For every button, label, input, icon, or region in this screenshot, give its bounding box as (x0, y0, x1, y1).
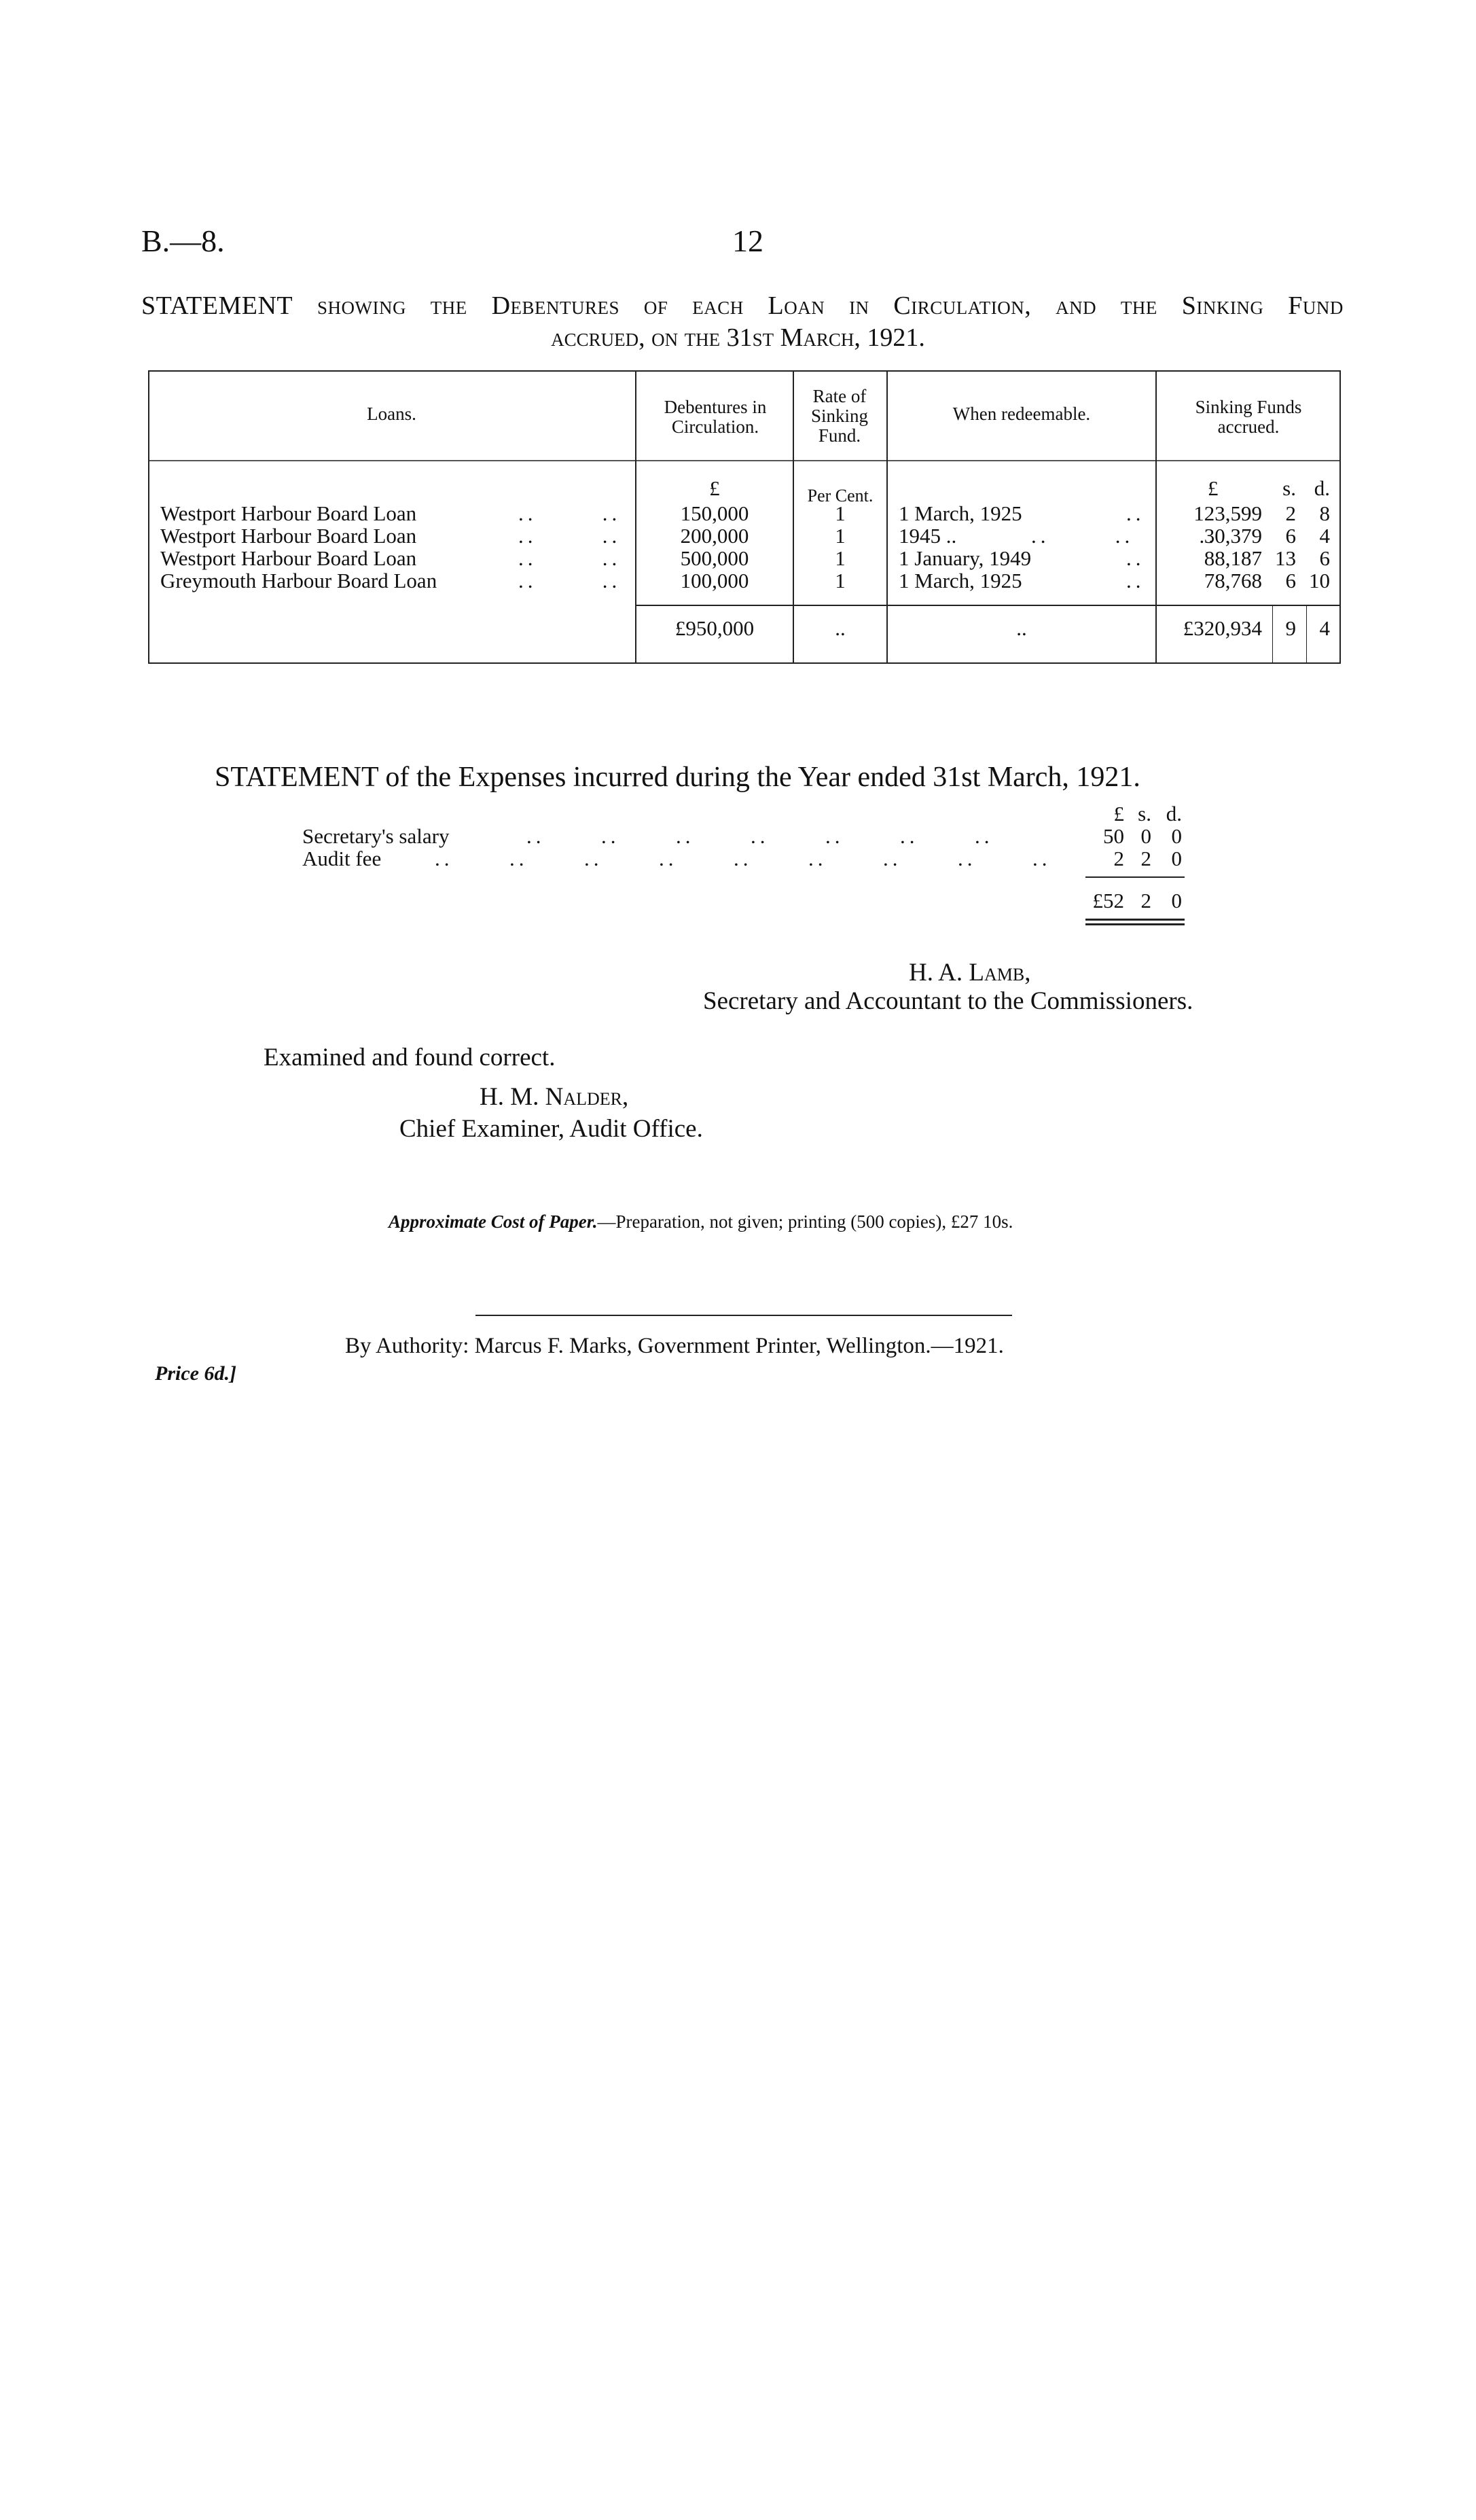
leader-dots: .. .. (518, 546, 622, 570)
secretary-name: H. A. Lamb, (909, 959, 1031, 987)
expenses-double-rule (1085, 923, 1185, 925)
expenses-total-pence: 0 (1171, 889, 1182, 912)
total-debentures: £950,000 (674, 616, 755, 640)
expense-shillings: 2 (1140, 847, 1151, 870)
leader-dots: .. .. .. .. .. .. .. .. .. (435, 847, 1051, 870)
cost-note (389, 1211, 1013, 1232)
unit-pence: d. (1314, 476, 1330, 500)
debentures-table (148, 370, 1341, 664)
title-word: Sinking (1181, 291, 1264, 320)
header-rate: Rate of Sinking Fund. (810, 386, 869, 446)
leader-dots: .. (1126, 569, 1145, 592)
expense-pence: 0 (1171, 847, 1182, 870)
cost-label: Approximate Cost of Paper. (389, 1211, 598, 1232)
redeemable-date: 1 March, 1925 (899, 501, 1022, 525)
header-loans: Loans. (367, 404, 416, 424)
expenses-title: STATEMENT of the Expenses incurred during the Year ended 31st March, 1921. (215, 762, 1140, 793)
redeemable-date: 1 March, 1925 (899, 569, 1022, 592)
title-word: Loan (768, 291, 825, 320)
document-reference: B.—8. (141, 224, 225, 258)
expense-pence: 0 (1171, 824, 1182, 848)
expenses-total-rule (1085, 876, 1185, 878)
debenture-amount: 500,000 (680, 546, 749, 570)
total-sinking-shillings: 9 (1285, 616, 1296, 640)
expenses-total-pounds: £52 (1092, 889, 1124, 912)
sinking-rate: 1 (835, 569, 846, 592)
sinking-pounds: 88,187 (1204, 546, 1262, 570)
loan-name: Westport Harbour Board Loan (160, 524, 417, 548)
debenture-amount: 150,000 (680, 501, 749, 525)
sinking-pence: 4 (1319, 524, 1330, 548)
debenture-amount: 200,000 (680, 524, 749, 548)
expense-label: Audit fee (302, 847, 382, 870)
unit-debentures: £ (709, 476, 720, 500)
sinking-pence: 6 (1319, 546, 1330, 570)
expense-label: Secretary's salary (302, 824, 450, 848)
secretary-title: Secretary and Accountant to the Commissioners. (703, 987, 1193, 1015)
printer-authority: By Authority: Marcus F. Marks, Government Printer, Wellington.—1921. (345, 1334, 1004, 1358)
sinking-pence: 10 (1309, 569, 1330, 592)
leader-dots: .. .. (518, 524, 622, 548)
examined-statement: Examined and found correct. (264, 1044, 556, 1071)
leader-dots: .. .. .. .. .. .. .. (526, 824, 994, 848)
cost-text: —Preparation, not given; printing (500 copies), £27 10s. (597, 1211, 1013, 1232)
title-word: the (1120, 291, 1157, 320)
sinking-pence: 8 (1319, 501, 1330, 525)
sinking-rate: 1 (835, 501, 846, 525)
loan-name: Greymouth Harbour Board Loan (160, 569, 437, 592)
loan-name: Westport Harbour Board Loan (160, 501, 417, 525)
total-redeemable: .. (1016, 616, 1027, 640)
expenses-double-rule (1085, 919, 1185, 921)
title-word: STATEMENT (141, 291, 293, 320)
sinking-rate: 1 (835, 524, 846, 548)
sinking-pounds: 123,599 (1193, 501, 1262, 525)
header-debentures: Debentures in Circulation. (664, 397, 767, 437)
expenses-unit-pounds: £ (1113, 802, 1124, 826)
redeemable-date: 1 January, 1949 (899, 546, 1032, 570)
debentures-title-line2: accrued, on the 31st March, 1921. (551, 323, 925, 352)
sinking-pounds: 30,379 (1204, 524, 1262, 548)
title-word: of (643, 291, 668, 320)
title-word: Debentures (491, 291, 620, 320)
leader-dots: .. .. (518, 501, 622, 525)
price: Price 6d.] (155, 1362, 236, 1385)
leader-dots: .. (1126, 501, 1145, 525)
title-word: and (1056, 291, 1097, 320)
expenses-unit-pence: d. (1166, 802, 1182, 826)
title-word: each (692, 291, 744, 320)
leader-dots: .. .. .. (1031, 524, 1218, 548)
sinking-shillings: 13 (1275, 546, 1296, 570)
unit-pounds: £ (1208, 476, 1219, 500)
page-number: 12 (732, 224, 763, 258)
footer-rule (475, 1315, 1012, 1316)
examiner-title: Chief Examiner, Audit Office. (399, 1115, 703, 1143)
unit-shillings: s. (1282, 476, 1296, 500)
expenses-total-shillings: 2 (1140, 889, 1151, 912)
title-word: Fund (1288, 291, 1344, 320)
sinking-rate: 1 (835, 546, 846, 570)
examiner-name: H. M. Nalder, (480, 1083, 629, 1111)
unit-rate: Per Cent. (807, 486, 874, 505)
debentures-title-line1 (141, 291, 1344, 321)
sinking-shillings: 6 (1285, 524, 1296, 548)
expense-pounds: 2 (1113, 847, 1124, 870)
debenture-amount: 100,000 (680, 569, 749, 592)
header-sinking: Sinking Funds accrued. (1195, 397, 1302, 437)
sinking-shillings: 2 (1285, 501, 1296, 525)
title-word: Circulation, (893, 291, 1032, 320)
expense-pounds: 50 (1103, 824, 1124, 848)
leader-dots: .. (1126, 546, 1145, 570)
expense-shillings: 0 (1140, 824, 1151, 848)
leader-dots: .. .. (518, 569, 622, 592)
title-word: showing (317, 291, 406, 320)
loan-name: Westport Harbour Board Loan (160, 546, 417, 570)
expenses-unit-shillings: s. (1138, 802, 1151, 826)
redeemable-date: 1945 .. (899, 524, 957, 548)
header-redeemable: When redeemable. (952, 404, 1091, 424)
sinking-shillings: 6 (1285, 569, 1296, 592)
title-word: in (849, 291, 869, 320)
sinking-pounds: 78,768 (1204, 569, 1262, 592)
total-sinking-pounds: £320,934 (1183, 616, 1262, 640)
title-word: the (430, 291, 467, 320)
total-sinking-pence: 4 (1319, 616, 1330, 640)
total-rate: .. (835, 616, 846, 640)
